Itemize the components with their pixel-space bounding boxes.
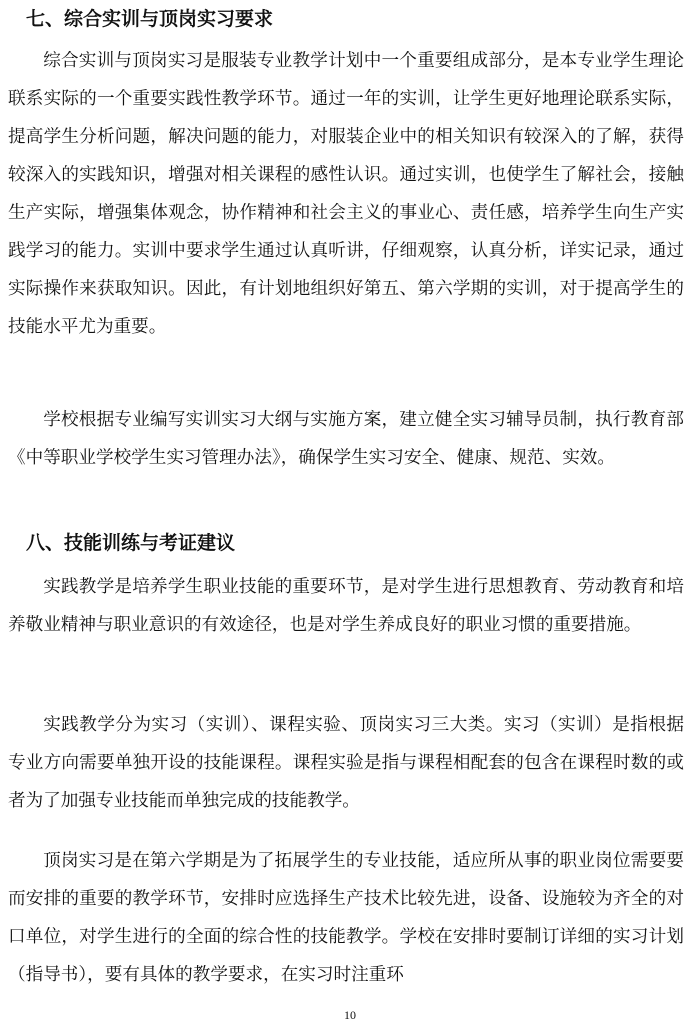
paragraph-practice-teaching-importance: 实践教学是培养学生职业技能的重要环节，是对学生进行思想教育、劳动教育和培养敬业精神与职业意识的有效途径，也是对学生养成良好的职业习惯的重要措施。	[8, 577, 684, 635]
paragraph-training-overview: 综合实训与顶岗实习是服装专业教学计划中一个重要组成部分，是本专业学生理论联系实际的一个重要实践性教学环节。通过一年的实训，让学生更好地理论联系实际，提高学生分析问题，解决问题的能力，对服装企业中的相关知识有较深入的了解，获得较深入的实践知识，增强对相关课程的感性认识。通过实训，也使学生了解社会，接触生产实际，增强集体观念，协作精神和社会主义的事业心、责任感，培养学生向生产实践学习的能力。实训中要求学生通过认真听讲，仔细观察，认真分析，详实记录，通过实际操作来获取知识。因此，有计划地组织好第五、第六学期的实训，对于提高学生的技能水平尤为重要。	[8, 51, 684, 337]
page-number: 10	[344, 1008, 356, 1022]
paragraph-practice-teaching-types: 实践教学分为实习（实训）、课程实验、顶岗实习三大类。实习（实训）是指根据专业方向需要单独开设的技能课程。课程实验是指与课程相配套的包含在课程时数的或者为了加强专业技能而单独完成的技能教学。	[8, 715, 684, 811]
paragraph-internship-management: 学校根据专业编写实训实习大纲与实施方案，建立健全实习辅导员制，执行教育部《中等职业学校学生实习管理办法》，确保学生实习安全、健康、规范、实效。	[8, 410, 684, 468]
section-heading-skill-training: 八、技能训练与考证建议	[26, 532, 236, 554]
section-heading-comprehensive-training: 七、综合实训与顶岗实习要求	[26, 8, 274, 30]
paragraph-post-internship: 顶岗实习是在第六学期是为了拓展学生的专业技能，适应所从事的职业岗位需要要而安排的重要的教学环节，安排时应选择生产技术比较先进，设备、设施较为齐全的对口单位，对学生进行的全面的综合性的技能教学。学校在安排时要制订详细的实习计划（指导书），要有具体的教学要求，在实习时注重环	[8, 851, 684, 985]
